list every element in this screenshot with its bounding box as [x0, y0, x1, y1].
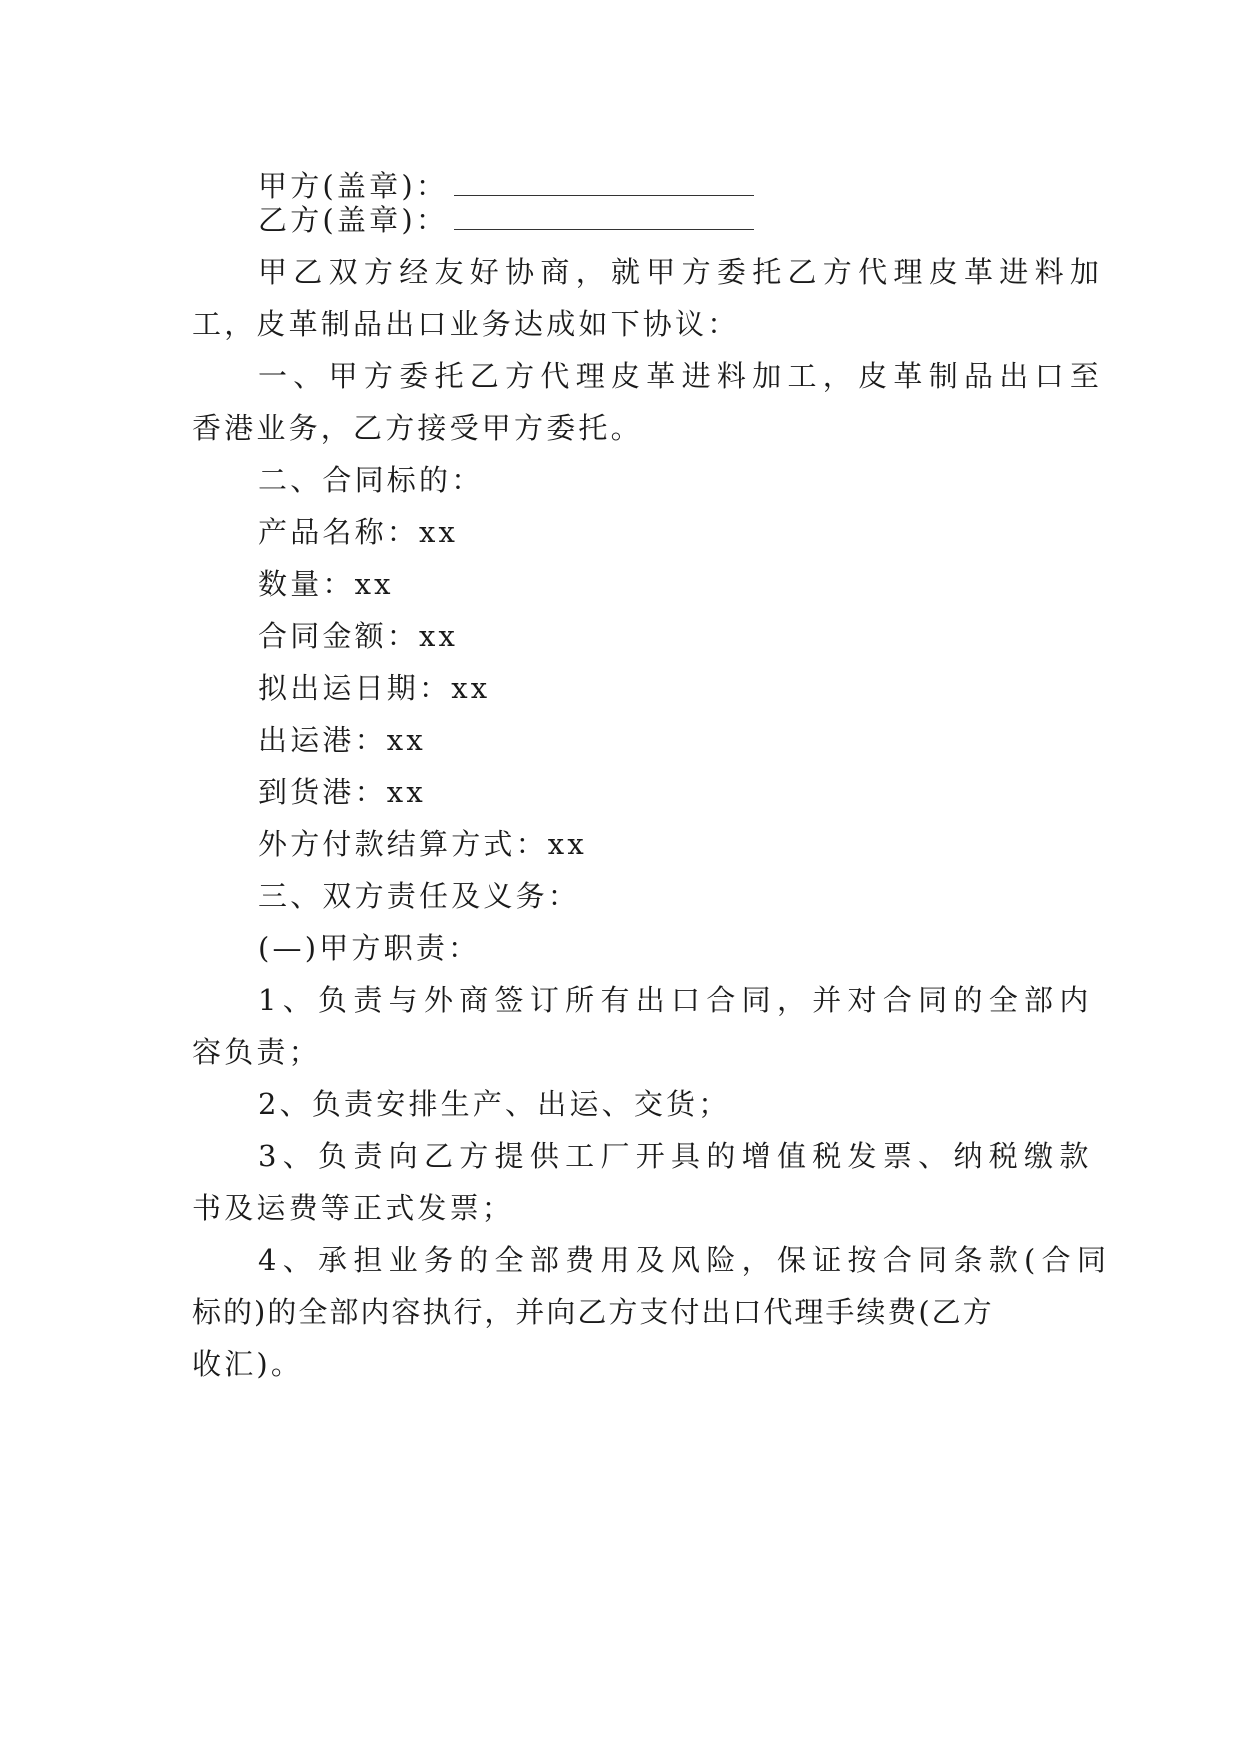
payment-method: 外方付款结算方式：xx — [258, 827, 587, 861]
section-3-subtitle-1: (—)甲方职责： — [258, 931, 481, 965]
party-a-label: 甲方(盖章)： — [258, 169, 449, 203]
section-2-title: 二、合同标的： — [258, 463, 484, 497]
product-name: 产品名称：xx — [258, 515, 459, 549]
port-of-loading: 出运港：xx — [258, 723, 426, 757]
party-b-signature-blank — [454, 205, 754, 230]
ship-date: 拟出运日期：xx — [258, 671, 491, 705]
party-a-signature-blank — [454, 171, 754, 196]
port-of-destination: 到货港：xx — [258, 775, 426, 809]
intro-line-2: 工，皮革制品出口业务达成如下协议： — [192, 307, 740, 341]
section-1-line-1: 一、甲方委托乙方代理皮革进料加工，皮革制品出口至 — [258, 359, 1106, 393]
item-1-line-1: 1、负责与外商签订所有出口合同，并对合同的全部内 — [258, 983, 1095, 1017]
party-b-row — [258, 200, 754, 240]
item-4-line-3: 收汇)。 — [192, 1347, 304, 1381]
item-4-line-1: 4、承担业务的全部费用及风险，保证按合同条款(合同 — [258, 1243, 1113, 1277]
item-4-line-2: 标的)的全部内容执行，并向乙方支付出口代理手续费(乙方 — [192, 1295, 994, 1329]
section-1-line-2: 香港业务，乙方接受甲方委托。 — [192, 411, 643, 445]
party-b-label: 乙方(盖章)： — [258, 203, 449, 237]
contract-amount: 合同金额：xx — [258, 619, 459, 653]
item-3-line-2: 书及运费等正式发票； — [192, 1191, 515, 1225]
item-3-line-1: 3、负责向乙方提供工厂开具的增值税发票、纳税缴款 — [258, 1139, 1095, 1173]
item-1-line-2: 容负责； — [192, 1035, 321, 1069]
quantity: 数量：xx — [258, 567, 394, 601]
section-3-title: 三、双方责任及义务： — [258, 879, 581, 913]
item-2: 2、负责安排生产、出运、交货； — [258, 1087, 731, 1121]
intro-line-1: 甲乙双方经友好协商，就甲方委托乙方代理皮革进料加 — [258, 255, 1106, 289]
